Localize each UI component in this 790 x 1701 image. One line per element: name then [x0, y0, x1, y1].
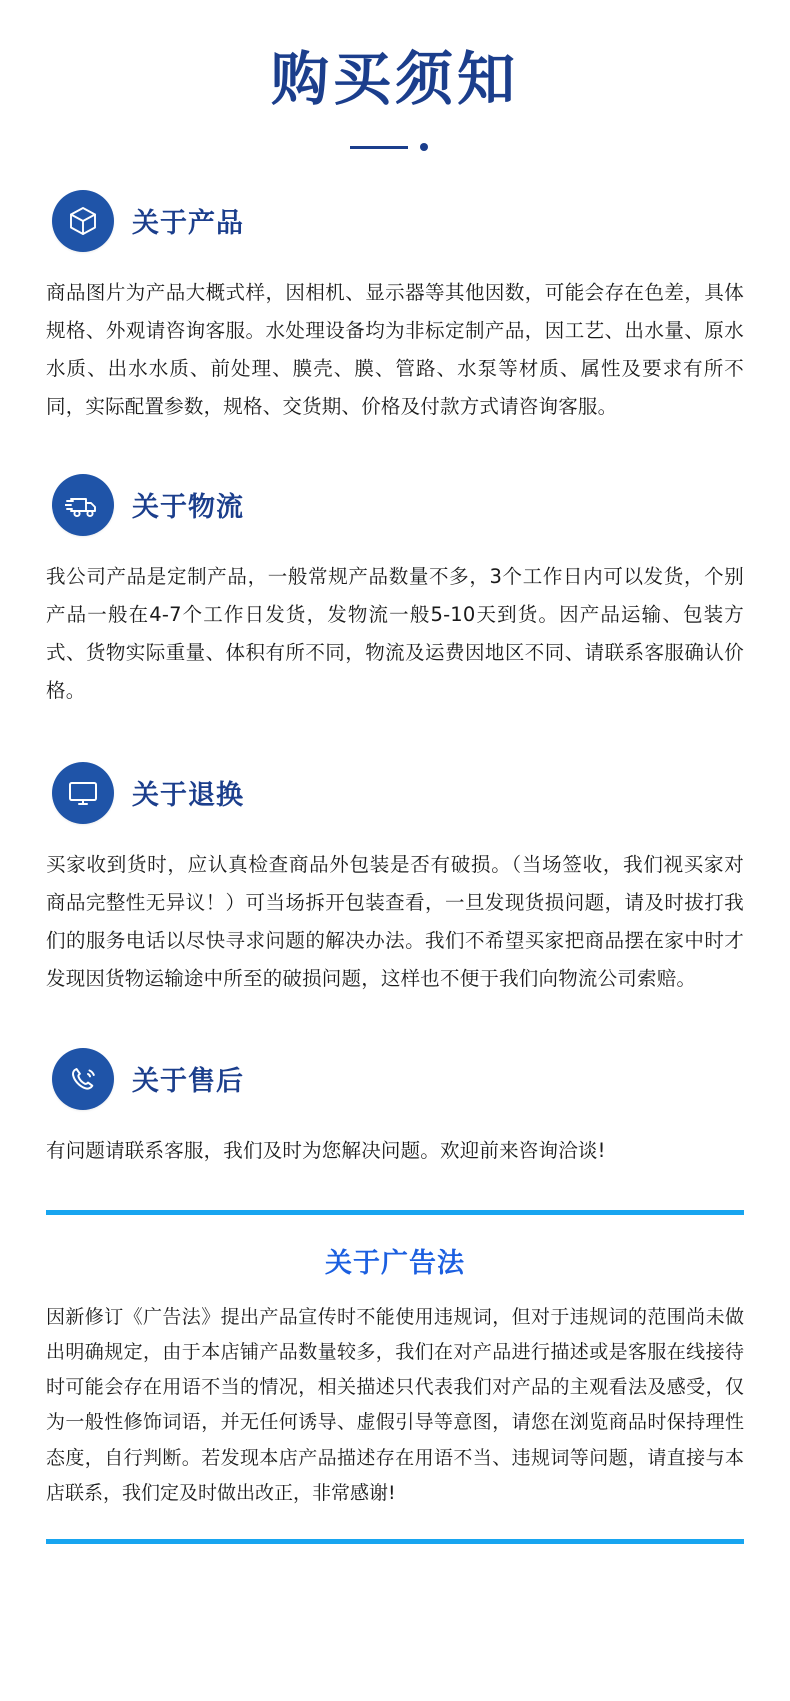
section-header	[46, 190, 744, 252]
section-logistics	[46, 474, 744, 710]
title-divider	[350, 138, 440, 156]
section-header	[46, 762, 744, 824]
box-icon	[52, 190, 114, 252]
divider-bar	[350, 146, 408, 149]
section-header	[46, 1048, 744, 1110]
divider-dot	[420, 143, 428, 151]
section-title: 关于物流	[132, 492, 244, 524]
page-title: 购买须知	[270, 45, 519, 113]
footer-spacer	[0, 1544, 790, 1664]
phone-icon	[52, 1048, 114, 1110]
page-header	[0, 0, 790, 156]
monitor-icon	[52, 762, 114, 824]
section-after-sales	[46, 1048, 744, 1170]
section-body: 有问题请联系客服，我们及时为您解决问题。欢迎前来咨询洽谈!	[46, 1138, 606, 1162]
ad-law-block	[46, 1210, 744, 1544]
section-body: 我公司产品是定制产品，一般常规产品数量不多，3个工作日内可以发货，个别产品一般在4-7个工作日发货，发物流一般5-10天到货。因产品运输、包装方式、货物实际重量、体积有所不同，物流及运费因地区不同、请联系客服确认价格。	[46, 564, 744, 702]
section-body: 商品图片为产品大概式样，因相机、显示器等其他因数，可能会存在色差，具体规格、外观请咨询客服。水处理设备均为非标定制产品，因工艺、出水量、原水水质、出水水质、前处理、膜壳、膜、管路、水泵等材质、属性及要求有所不同，实际配置参数，规格、交货期、价格及付款方式请咨询客服。	[46, 280, 744, 418]
section-product	[46, 190, 744, 426]
ad-law-body: 因新修订《广告法》提出产品宣传时不能使用违规词，但对于违规词的范围尚未做出明确规定，由于本店铺产品数量较多，我们在对产品进行描述或是客服在线接待时可能会存在用语不当的情况，相关描述只代表我们对产品的主观看法及感受，仅为一般性修饰词语，并无任何诱导、虚假引导等意图，请您在浏览商品时保持理性态度，自行判断。若发现本店产品描述存在用语不当、违规词等问题，请直接与本店联系，我们定及时做出改正，非常感谢!	[46, 1306, 744, 1504]
section-header	[46, 474, 744, 536]
ad-law-title: 关于广告法	[325, 1248, 465, 1279]
section-return	[46, 762, 744, 998]
truck-icon	[52, 474, 114, 536]
section-body: 买家收到货时，应认真检查商品外包装是否有破损。（当场签收，我们视买家对商品完整性无异议！）可当场拆开包装查看，一旦发现货损问题，请及时拔打我们的服务电话以尽快寻求问题的解决办法。我们不希望买家把商品摆在家中时才发现因货物运输途中所至的破损问题，这样也不便于我们向物流公司索赔。	[46, 852, 744, 990]
section-title: 关于售后	[132, 1066, 244, 1098]
section-title: 关于产品	[132, 208, 244, 240]
section-title: 关于退换	[132, 780, 244, 812]
sections-container	[0, 156, 790, 1170]
